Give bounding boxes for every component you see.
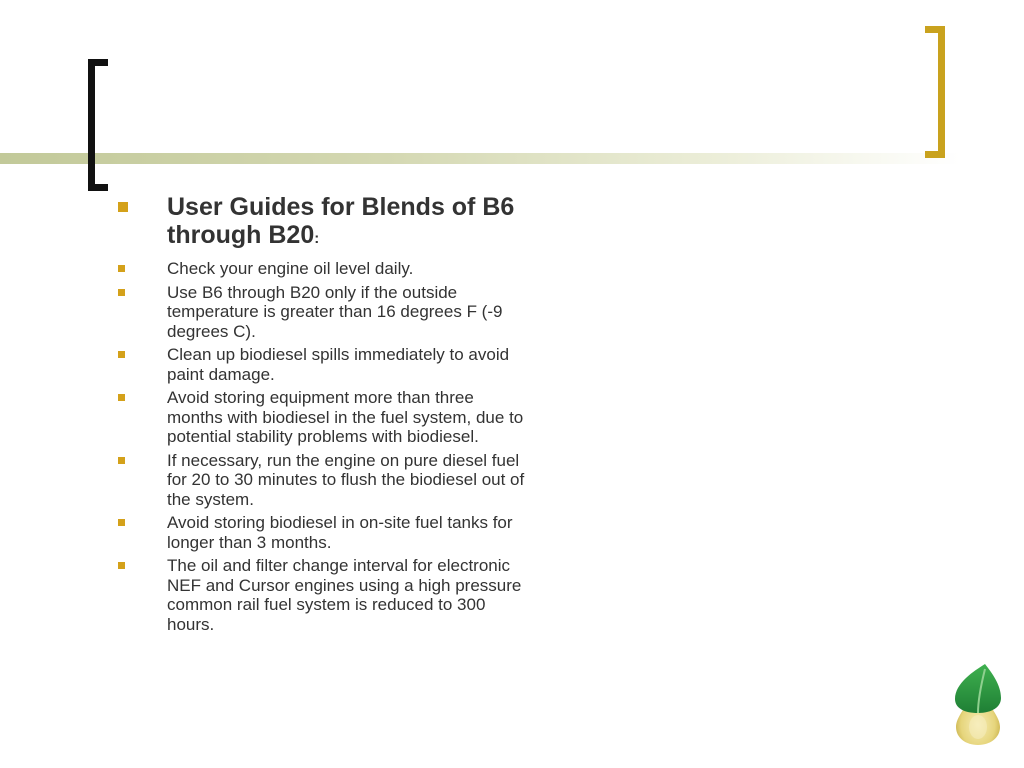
list-item: [118, 556, 528, 634]
bullet-square-icon: [118, 562, 125, 569]
list-item-text: Check your engine oil level daily.: [167, 259, 414, 278]
list-item-text: If necessary, run the engine on pure diesel fuel for 20 to 30 minutes to flush the biodiesel out of the system.: [167, 450, 525, 509]
heading-item: [118, 193, 528, 253]
list-item-text: Clean up biodiesel spills immediately to avoid paint damage.: [167, 345, 510, 384]
heading-colon: :: [314, 230, 320, 247]
list-item-text: Avoid storing equipment more than three months with biodiesel in the fuel system, due to potential stability problems with biodiesel.: [167, 388, 524, 446]
bullet-list: [118, 193, 528, 634]
list-item: [118, 283, 528, 342]
left-bracket-decoration: [88, 59, 108, 191]
bullet-square-icon: [118, 519, 125, 526]
bullet-square-icon: [118, 457, 125, 464]
list-item-text: Use B6 through B20 only if the outside temperature is greater than 16 degrees F (-9 degrees C).: [167, 282, 503, 341]
list-item-text: The oil and filter change interval for electronic NEF and Cursor engines using a high pressure common rail fuel system is reduced to 300 hours.: [167, 556, 522, 634]
list-item: [118, 513, 528, 552]
list-item: [118, 451, 528, 510]
slide-heading: User Guides for Blends of B6 through B20: [167, 193, 515, 249]
biodiesel-drop-leaf-icon: [952, 661, 1004, 745]
bullet-square-icon: [118, 202, 128, 212]
bullet-square-icon: [118, 289, 125, 296]
list-item: [118, 259, 528, 279]
right-bracket-decoration: [925, 26, 945, 158]
list-item: [118, 345, 528, 384]
bullet-square-icon: [118, 351, 125, 358]
bullet-square-icon: [118, 394, 125, 401]
slide-content: [118, 193, 528, 638]
header-rule-bar: [0, 153, 960, 164]
list-item: [118, 388, 528, 447]
list-item-text: Avoid storing biodiesel in on-site fuel tanks for longer than 3 months.: [167, 513, 513, 552]
bullet-square-icon: [118, 265, 125, 272]
